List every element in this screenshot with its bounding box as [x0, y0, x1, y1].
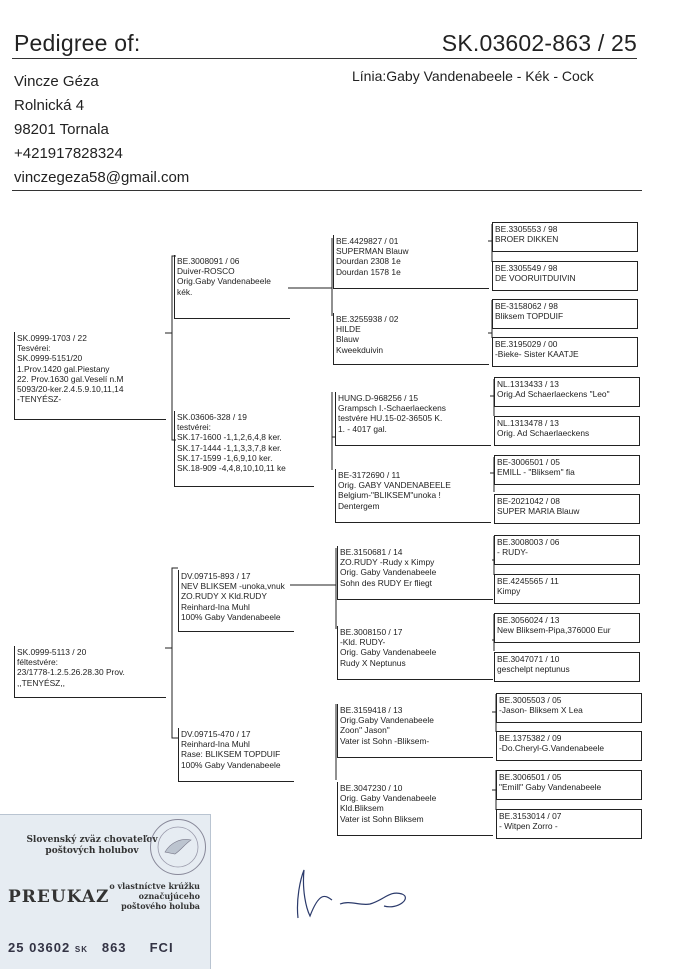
- box-line: SK.17-1444 -1,1,3,3,7,8 ker.: [177, 442, 282, 453]
- box-line: Orig. Gaby Vandenabeele: [340, 793, 437, 804]
- gen4-box-15: [496, 770, 642, 800]
- box-line: féltestvére:: [17, 657, 58, 668]
- box-line: Orig.Gaby Vandenabeele: [177, 276, 271, 287]
- gen4-box-10: [494, 574, 640, 604]
- stamp-title: Slovenský zväz chovateľov poštových holubov: [26, 835, 158, 856]
- gen4-box-12: [494, 652, 640, 682]
- box-line: SK.0999-1703 / 22: [17, 333, 87, 343]
- box-line: 1. - 4017 gal.: [338, 423, 387, 434]
- box-line: Reinhard-Ina Muhl: [181, 739, 250, 750]
- stamp-ring-suffix: 863: [101, 940, 127, 955]
- box-line: -TENYÉSZ-: [17, 394, 62, 405]
- gen4-box-3: [492, 299, 638, 329]
- box-line: EMILL - "Bliksem" fia: [497, 467, 575, 478]
- box-line: BE.3005503 / 05: [499, 695, 562, 705]
- box-line: -Bieke- Sister KAATJE: [495, 349, 579, 360]
- box-line: BROER DIKKEN: [495, 234, 559, 245]
- owner-street: Rolnická 4: [14, 97, 85, 114]
- box-line: Duiver-ROSCO: [177, 266, 235, 277]
- box-line: Rudy X Neptunus: [340, 657, 406, 668]
- gen2-box-3: [178, 570, 294, 632]
- gen2-box-4: [178, 728, 294, 782]
- gen4-lines: [497, 576, 637, 596]
- gen3-lines: [340, 547, 491, 588]
- connector-dam: [165, 568, 178, 738]
- gen3-lines: [338, 470, 489, 511]
- box-line: 1.Prov.1420 gal.Piestany: [17, 363, 110, 374]
- box-line: testvérei:: [177, 422, 211, 433]
- connector-g2-1: [288, 238, 332, 316]
- box-line: "Emill" Gaby Vandenabeele: [499, 782, 602, 793]
- stamp-ring-year: 25: [8, 940, 25, 955]
- gen4-lines: [497, 457, 637, 477]
- box-line: NL.1313433 / 13: [497, 379, 559, 389]
- gen4-box-1: [492, 222, 638, 252]
- dam-box: [14, 646, 166, 698]
- gen4-lines: [495, 339, 635, 359]
- box-line: BE.3008091 / 06: [177, 256, 240, 266]
- gen3-box-5: [337, 546, 493, 600]
- box-line: BE.4245565 / 11: [497, 576, 559, 586]
- sire-box: [14, 332, 166, 420]
- box-line: SK.17-1599 -1,6,9,10 ker.: [177, 452, 273, 463]
- gen4-box-5: [494, 377, 640, 407]
- gen4-lines: [499, 733, 639, 753]
- box-line: Blauw: [336, 334, 359, 345]
- box-line: NL.1313478 / 13: [497, 418, 559, 428]
- gen3-box-1: [333, 235, 489, 289]
- gen4-lines: [499, 772, 639, 792]
- box-line: BE-2021042 / 08: [497, 496, 560, 506]
- stamp-subtitle: o vlastníctve krúžku označujúceho poštového holuba: [109, 881, 200, 911]
- box-line: 100% Gaby Vandenabeele: [181, 759, 281, 770]
- box-line: BE-3006501 / 05: [497, 457, 560, 467]
- box-line: ZO.RUDY X Kld.RUDY: [181, 591, 267, 602]
- box-line: Belgium-"BLIKSEM"unoka !: [338, 490, 441, 501]
- box-line: BE.3153014 / 07: [499, 811, 562, 821]
- gen3-lines: [340, 705, 491, 746]
- box-line: BE.3056024 / 13: [497, 615, 560, 625]
- gen3-lines: [336, 236, 487, 277]
- box-line: BE.3008150 / 17: [340, 627, 403, 637]
- gen4-box-8: [494, 494, 640, 524]
- box-line: Grampsch I.-Schaerlaeckens: [338, 403, 446, 414]
- gen2-lines: [181, 571, 292, 622]
- gen4-lines: [499, 811, 639, 831]
- box-line: Dentergem: [338, 500, 380, 511]
- gen3-box-4: [335, 469, 491, 523]
- stamp-preukaz: PREUKAZ: [8, 887, 110, 907]
- box-line: geschelpt neptunus: [497, 664, 570, 675]
- box-line: BE.3159418 / 13: [340, 705, 403, 715]
- pigeon-emblem-icon: [150, 819, 206, 875]
- box-line: BE.3195029 / 00: [495, 339, 558, 349]
- box-line: BE.3006501 / 05: [499, 772, 562, 782]
- gen4-lines: [497, 379, 637, 399]
- box-line: -Do.Cheryl-G.Vandenabeele: [499, 743, 605, 754]
- gen3-lines: [336, 314, 487, 355]
- gen4-box-9: [494, 535, 640, 565]
- gen4-lines: [495, 263, 635, 283]
- box-line: SK.0999-5113 / 20: [17, 647, 87, 657]
- gen4-box-14: [496, 731, 642, 761]
- box-line: 22. Prov.1630 gal.Veselí n.M: [17, 373, 124, 384]
- box-line: Vater ist Sohn Bliksem: [340, 813, 424, 824]
- box-line: Orig.Gaby Vandenabeele: [340, 715, 434, 726]
- box-line: BE.3047230 / 10: [340, 783, 403, 793]
- gen3-box-2: [333, 313, 489, 365]
- gen3-lines: [338, 393, 489, 434]
- gen4-lines: [497, 496, 637, 516]
- box-line: SK.18-909 -4,4,8,10,10,11 ke: [177, 463, 286, 474]
- box-line: kék.: [177, 286, 193, 297]
- gen3-lines: [340, 783, 491, 824]
- box-line: BE.3008003 / 06: [497, 537, 560, 547]
- gen4-box-13: [496, 693, 642, 723]
- box-line: SUPERMAN Blauw: [336, 246, 409, 257]
- box-line: Orig.Ad Schaerlaeckens "Leo": [497, 389, 610, 400]
- gen4-box-7: [494, 455, 640, 485]
- box-line: Sohn des RUDY Er fliegt: [340, 577, 433, 588]
- box-line: New Bliksem-Pipa,376000 Eur: [497, 625, 611, 636]
- box-line: BE.3255938 / 02: [336, 314, 399, 324]
- gen2-lines: [177, 256, 288, 297]
- box-line: ,,TENYÉSZ,,: [17, 677, 65, 688]
- box-line: Orig. Gaby Vandenabeele: [340, 567, 437, 578]
- box-line: SK.17-1600 -1,1,2,6,4,8 ker.: [177, 432, 282, 443]
- gen2-lines: [177, 412, 312, 473]
- box-line: Dourdan 2308 1e: [336, 256, 401, 267]
- box-line: SK.0999-5151/20: [17, 353, 83, 364]
- dam-lines: [17, 647, 164, 688]
- gen4-lines: [495, 224, 635, 244]
- box-line: SK.03606-328 / 19: [177, 412, 247, 422]
- gen4-lines: [497, 537, 637, 557]
- stamp-ring-org: FCI: [149, 940, 174, 955]
- box-line: 23/1778-1.2.5.26.28.30 Prov.: [17, 667, 125, 678]
- gen2-lines: [181, 729, 292, 770]
- ring-number: SK.03602-863 / 25: [441, 30, 637, 56]
- line-info: Línia:Gaby Vandenabeele - Kék - Cock: [352, 68, 594, 84]
- gen2-box-2: [174, 411, 314, 487]
- box-line: -Kld. RUDY-: [340, 637, 386, 648]
- box-line: ZO.RUDY -Rudy x Kimpy: [340, 557, 435, 568]
- gen3-lines: [340, 627, 491, 668]
- page-title: Pedigree of:: [14, 30, 141, 56]
- gen4-lines: [495, 301, 635, 321]
- box-line: BE-3172690 / 11: [338, 470, 401, 480]
- box-line: BE.3305549 / 98: [495, 263, 558, 273]
- box-line: Kimpy: [497, 586, 521, 597]
- gen3-box-3: [335, 392, 491, 446]
- owner-name: Vincze Géza: [14, 73, 99, 90]
- gen4-box-16: [496, 809, 642, 839]
- box-line: Kweekduivin: [336, 344, 384, 355]
- gen4-lines: [497, 615, 637, 635]
- gen3-box-8: [337, 782, 493, 836]
- owner-email: vinczegeza58@gmail.com: [14, 169, 190, 186]
- box-line: - Witpen Zorro -: [499, 821, 558, 832]
- box-line: 5093/20-ker.2.4.5.9.10,11,14: [17, 384, 124, 395]
- box-line: BE.3305553 / 98: [495, 224, 558, 234]
- box-line: Orig. Gaby Vandenabeele: [340, 647, 437, 658]
- box-line: Vater ist Sohn -Bliksem-: [340, 735, 430, 746]
- owner-city: 98201 Tornala: [14, 121, 109, 138]
- box-line: Bliksem TOPDUIF: [495, 311, 564, 322]
- gen4-lines: [497, 654, 637, 674]
- box-line: Dourdan 1578 1e: [336, 266, 401, 277]
- box-line: Reinhard-Ina Muhl: [181, 601, 250, 612]
- box-line: Tesvérei:: [17, 343, 51, 354]
- box-line: DV.09715-893 / 17: [181, 571, 251, 581]
- signature-icon: [280, 860, 460, 930]
- box-line: NEV BLIKSEM -unoka,vnuk: [181, 581, 285, 592]
- box-line: testvére HU.15-02-36505 K.: [338, 413, 443, 424]
- gen4-box-2: [492, 261, 638, 291]
- gen3-box-7: [337, 704, 493, 758]
- box-line: -Jason- Bliksem X Lea: [499, 705, 583, 716]
- gen4-lines: [499, 695, 639, 715]
- box-line: Rase: BLIKSEM TOPDUIF: [181, 749, 281, 760]
- box-line: DV.09715-470 / 17: [181, 729, 251, 739]
- box-line: BE.4429827 / 01: [336, 236, 399, 246]
- box-line: BE.3047071 / 10: [497, 654, 560, 664]
- box-line: SUPER MARIA Blauw: [497, 506, 580, 517]
- box-line: Kld.Bliksem: [340, 803, 384, 814]
- sire-lines: [17, 333, 164, 404]
- gen4-box-11: [494, 613, 640, 643]
- connector-g2-3: [290, 548, 336, 629]
- box-line: Orig. GABY VANDENABEELE: [338, 480, 451, 491]
- box-line: Zoon" Jason": [340, 725, 390, 736]
- box-line: BE-3158062 / 98: [495, 301, 558, 311]
- gen2-box-1: [174, 255, 290, 319]
- stamp-ring-line: [8, 940, 174, 955]
- box-line: HUNG.D-968256 / 15: [338, 393, 419, 403]
- gen4-box-6: [494, 416, 640, 446]
- box-line: HILDE: [336, 324, 361, 335]
- owner-phone: +421917828324: [14, 145, 123, 162]
- gen4-box-4: [492, 337, 638, 367]
- box-line: 100% Gaby Vandenabeele: [181, 611, 281, 622]
- stamp-ring-country: SK: [74, 945, 88, 954]
- box-line: BE.3150681 / 14: [340, 547, 403, 557]
- gen4-lines: [497, 418, 637, 438]
- gen3-box-6: [337, 626, 493, 680]
- stamp-ring-number: 03602: [29, 940, 71, 955]
- box-line: Orig. Ad Schaerlaeckens: [497, 428, 590, 439]
- box-line: - RUDY-: [497, 547, 528, 558]
- box-line: BE.1375382 / 09: [499, 733, 562, 743]
- box-line: DE VOORUITDUIVIN: [495, 273, 576, 284]
